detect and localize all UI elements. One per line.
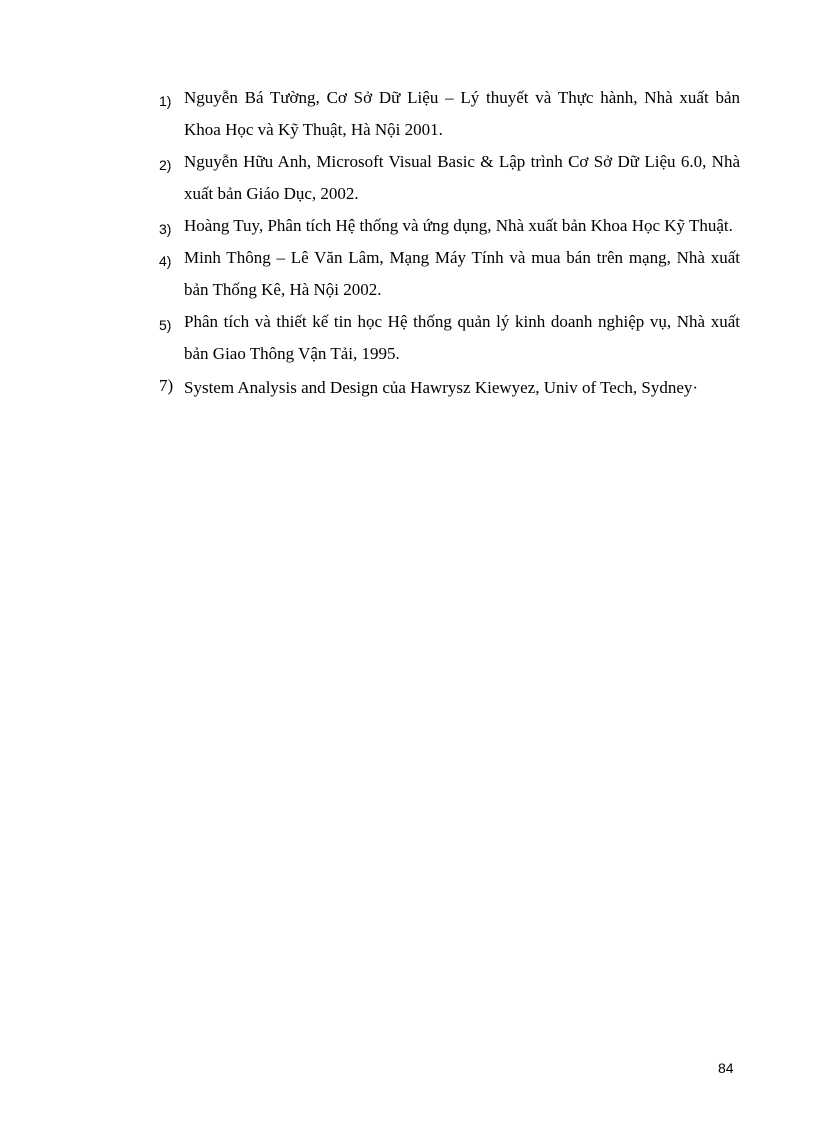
reference-list <box>157 82 740 406</box>
reference-item-7 <box>157 370 740 406</box>
reference-number: 3) <box>159 221 172 237</box>
reference-number: 4) <box>159 253 172 269</box>
reference-item-4 <box>157 242 740 306</box>
page-number: 84 <box>718 1060 734 1076</box>
reference-text: Nguyễn Hữu Anh, Microsoft Visual Basic & Lập trình Cơ Sở Dữ Liệu 6.0, Nhà xuất bản Giáo Dục, 2002. <box>184 152 740 203</box>
reference-text: Phân tích và thiết kế tin học Hệ thống quản lý kinh doanh nghiệp vụ, Nhà xuất bản Giao Thông Vận Tải, 1995. <box>184 312 740 363</box>
reference-number: 7) <box>159 376 174 395</box>
reference-text: Minh Thông – Lê Văn Lâm, Mạng Máy Tính và mua bán trên mạng, Nhà xuất bản Thống Kê, Hà Nội 2002. <box>184 248 740 299</box>
reference-item-2 <box>157 146 740 210</box>
reference-item-3 <box>157 210 740 242</box>
reference-number: 5) <box>159 317 172 333</box>
reference-number: 2) <box>159 157 172 173</box>
reference-text: System Analysis and Design của Hawrysz Kiewyez, Univ of Tech, Sydney· <box>184 378 699 397</box>
reference-item-1 <box>157 82 740 146</box>
reference-item-5 <box>157 306 740 370</box>
reference-text: Nguyễn Bá Tường, Cơ Sở Dữ Liệu – Lý thuyết và Thực hành, Nhà xuất bản Khoa Học và Kỹ Thuật, Hà Nội 2001. <box>184 88 740 139</box>
reference-text: Hoàng Tuy, Phân tích Hệ thống và ứng dụng, Nhà xuất bản Khoa Học Kỹ Thuật. <box>184 216 733 235</box>
reference-number: 1) <box>159 93 172 109</box>
